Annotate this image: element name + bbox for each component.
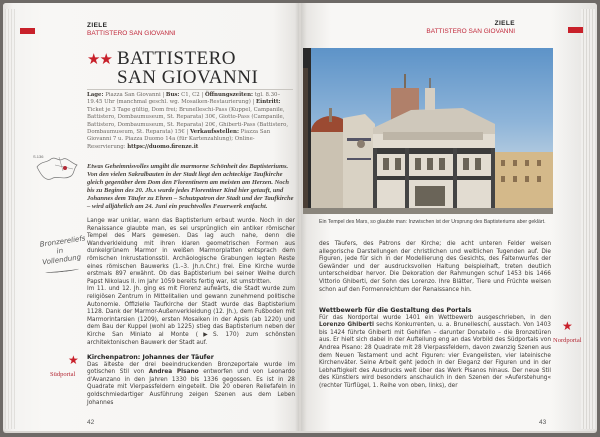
- artist-name: Lorenzo Ghiberti: [319, 322, 374, 329]
- text: Das älteste der drei beeindruckenden Bronzeportale wurde im gotischen Stil von: [87, 361, 295, 376]
- rating-stars-icon: ★★: [87, 51, 112, 68]
- photo-illustration: [303, 48, 553, 214]
- header-topic: BATTISTERO SAN GIOVANNI: [426, 28, 515, 35]
- value-bus: C1, C2 |: [179, 92, 205, 98]
- star-icon: ★: [68, 353, 79, 367]
- title-line-1: BATTISTERO: [117, 48, 236, 69]
- subheading: Kirchenpatron: Johannes der Täufer: [87, 354, 214, 361]
- page-edges: [5, 9, 15, 429]
- paragraph: [319, 315, 551, 391]
- text: entworfen und von Leonardo d'Avanzano in den Jahren 1330 bis 1336 gegossen. Es ist in 28 Quadrate mit Vierpassfeldern eingeteilt. Die 20 oberen Reliefafeln in goldschmiedartiger Ausführung zeigen Szenen aus dem Leben Johannes: [87, 369, 295, 406]
- website-link[interactable]: https://duomo.firenze.it: [127, 143, 199, 150]
- margin-label-nordportal: Nordportal: [553, 337, 582, 344]
- value-entry: Ticket je 3 Tage gültig, Dom frei; Brunelleschi-Pass (Kuppel, Campanile, Battistero, Dombaumuseum, St. Reparata) 30€, Giotto-Pass (Campanile, Battistero, Dombaumuseum, St. Reparata) 20€, Ghiberti-Pass (Battistero, Dombaumuseum, St. Reparata) 15€ |: [87, 106, 289, 136]
- label-lage: Lage:: [87, 92, 104, 98]
- handwritten-note-text: Bronzereliefs in Vollendung: [39, 234, 86, 267]
- section-wettbewerb: [319, 307, 551, 391]
- star-icon: ★: [562, 319, 573, 333]
- text: sechs Konkurrenten, u. a. Brunelleschi, ausstach. Von 1403 bis 1424 führte Ghiberti mit Gehilfen – darunter Donatello – die Bronzetüren aus. Er hielt sich dabei in der Aufteilung eng an das Vorbild des Südportals von Andrea Pisano: 28 Quadrate mit 28 Vierpassfeldern, davon zwanzig Szenen aus dem Neuen Testament und acht Figuren: vier Evangelisten, vier lateinische Kirchenväter. Seine Arbeit geht jedoch in der Eleganz der Figuren und in der Lebhaftigkeit des Ausdrucks weit über das Werk Pisanos hinaus. Der neue Stil des Künstlers wird besonders anschaulich in den Szenen der »Auferstehung« (rechter Türflügel, 1. Reihe von oben, links), der: [319, 322, 551, 389]
- header-section: ZIELE: [87, 22, 108, 29]
- page-edges: [581, 9, 595, 429]
- open-book: [3, 3, 597, 433]
- label-entry: Eintritt:: [256, 99, 281, 106]
- paragraph: Im 11. und 12. Jh. ging es mit Florenz aufwärts, die Stadt wurde zum religiösen Zentrum in Mittelitalien und gewann zunehmend politische Autonomie. Offizielle Taufkirche der Stadt wurde das Baptisterium 1128. Dank der Marmor-Außenverkleidung (12. Jh.), dem Fußboden mit Marmorintarsien (1209), ersten Mosaiken in der Apsis (ab 1220) und dem Bau der Kuppel (wohl ab 1225) stieg das Baptisterium neben der Kirche San Miniato al Monte (▶S. 170) zum schönsten architektonischen Bauwerk der Stadt auf.: [87, 286, 295, 346]
- map-sketch-icon: [33, 153, 81, 185]
- page-42: [3, 3, 299, 431]
- artist-name: Andrea Pisano: [148, 369, 199, 376]
- baptistery-photo: [303, 48, 553, 214]
- label-bus: Bus:: [165, 92, 180, 98]
- subheading: Wettbewerb für die Gestaltung des Portals: [319, 307, 472, 314]
- section-marker: [568, 27, 583, 33]
- label-sales: Verkaufsstellen:: [190, 129, 239, 136]
- handwritten-note: [39, 234, 86, 267]
- margin-label-suedportal: Südportal: [50, 371, 76, 378]
- paragraph: [87, 362, 295, 408]
- header-section: ZIELE: [494, 20, 515, 27]
- text: Für das Nordportal wurde 1401 ein Wettbewerb ausgeschrieben, in den: [319, 314, 551, 321]
- sketch-label: S.136: [33, 154, 44, 159]
- section-marker: [20, 28, 35, 34]
- header-topic: BATTISTERO SAN GIOVANNI: [87, 30, 176, 37]
- value-hours: tgl. 8.30–19.45 Uhr (manchmal geschl. wg. Mosaiken-Restaurierung) |: [87, 92, 281, 106]
- photo-caption: Ein Tempel des Mars, so glaubte man: Inzwischen ist der Ursprung des Baptisteriums aber geklärt.: [319, 219, 546, 225]
- running-header: [426, 20, 515, 36]
- title-line-2: SAN GIOVANNI: [117, 67, 259, 88]
- underline-stroke: [45, 267, 79, 274]
- page-number: 43: [539, 419, 547, 426]
- paragraph: Lange war unklar, wann das Baptisterium erbaut wurde. Noch in der Renaissance glaubte man, es sei ursprünglich ein antiker römischer Tempel des Mars gewesen. Das lag auch nahe, denn die Wandverkleidung mit ihren klaren geometrischen Formen aus dunkelgrünem Marmor in weißen Marmorplatten entsprach dem römischen Inkrustationsstil. Archäologische Grabungen legten Reste eines römischen Bauwerks (1.–3. Jh.n.Chr.) frei. Eine Kirche wurde erstmals 897 erwähnt. Ob das Baptisterium bei seiner Weihe durch Papst Nikolaus II. im Jahr 1059 bereits fertig war, ist umstritten.: [87, 218, 295, 285]
- lead-paragraph: Etwas Geheimnisvolles umgibt die marmorne Schönheit des Baptisteriums. Von den vielen Sakralbauten in der Stadt liegt den achteckige Taufkirche gleich gegenüber dem Dom den Florentinern am meisten am Herzen. Noch bis zu Beginn des 20. Jh.s wurde jedes Florentiner Kind hier getauft, und Johannes dem Täufer zu Ehren – Schutzpatron der Stadt und der Taufkirche – wird alljährlich am 24. Juni ein prachtvolles Feuerwerk entfacht.: [87, 163, 294, 210]
- value-lage: Piazza San Giovanni |: [103, 92, 166, 98]
- body-text: [87, 218, 295, 347]
- page-number: 42: [87, 419, 95, 426]
- info-box: [87, 89, 293, 151]
- section-johannes: [87, 354, 295, 407]
- label-hours: Öffnungszeiten:: [204, 92, 253, 98]
- page-43: [301, 3, 597, 431]
- running-header: [87, 22, 176, 38]
- value-sales: Piazza San Giovanni 7 u. Piazza Duomo 14a (für Kartenzahlung); Online-Reservierung:: [87, 129, 271, 150]
- paragraph: des Täufers, des Patrons der Kirche; die acht unteren Felder weisen allegorische Darstellungen der christlichen und weltlichen Tugenden auf. Die Figuren, jede für sich in der Modellierung des Gesichts, des Faltenwurfes der Gewänder und der ausdrucksvollen Haltung beispielhaft, treten deutlich unterscheidbar hervor. Die Dekoration der Rahmungen schuf 1453 bis 1466 Vittorio Ghiberti, der Sohn des Lorenzo. Ihre Blätter, Tiere und Früchte weisen schon auf den Formenreichtum der Renaissance hin.: [319, 241, 551, 293]
